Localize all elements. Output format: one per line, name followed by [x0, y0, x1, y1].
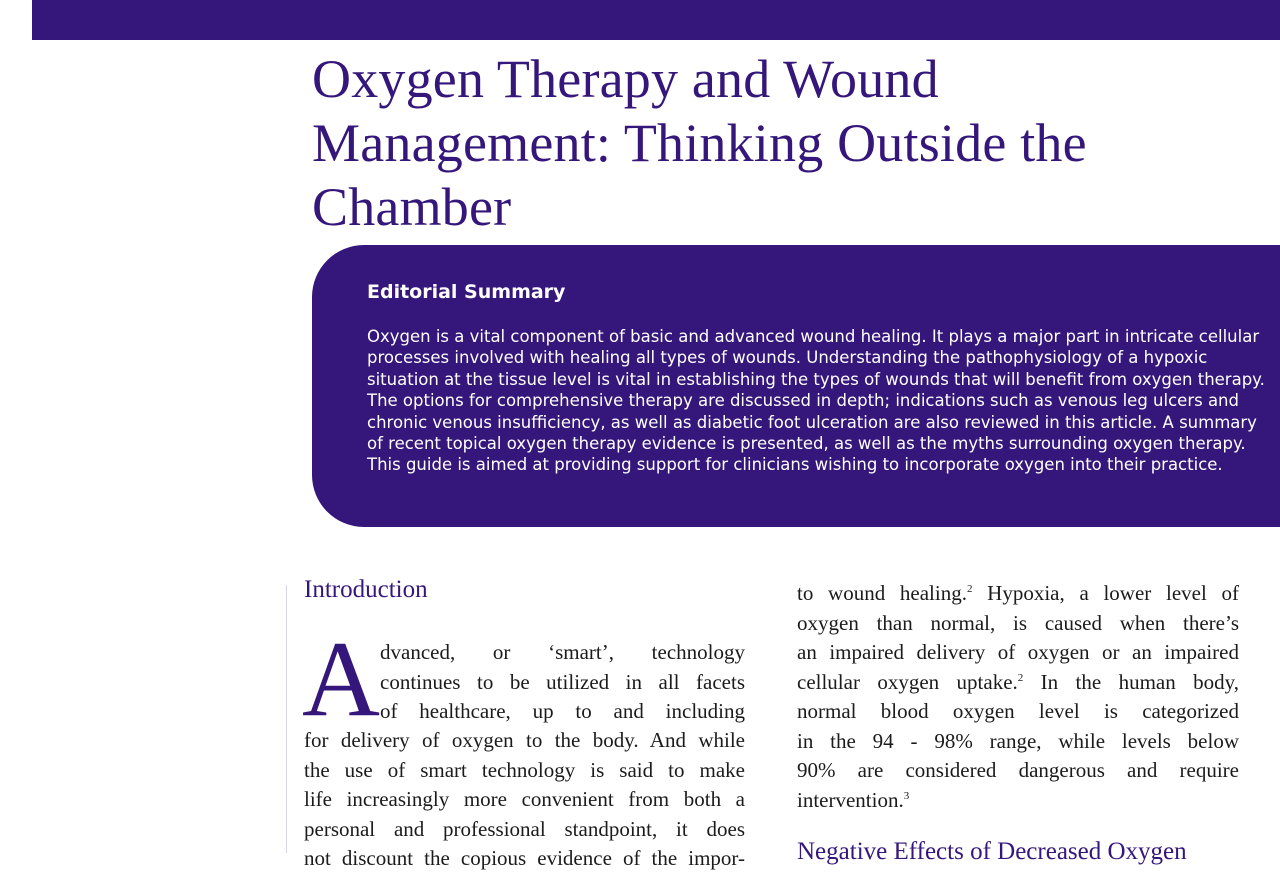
- summary-line: The options for comprehensive therapy are discussed in depth; indications such as venous leg ulcers and: [367, 391, 1239, 411]
- citation-superscript: 2: [1017, 671, 1024, 684]
- drop-cap: A: [302, 620, 380, 739]
- body-line: dvanced, or ‘smart’, technology: [380, 640, 745, 664]
- body-line: life increasingly more convenient from both a: [304, 787, 745, 811]
- body-line: of healthcare, up to and including: [380, 699, 745, 723]
- article-title-line: Oxygen Therapy and Wound: [312, 49, 939, 109]
- article-title: [312, 47, 1252, 239]
- body-line: continues to be utilized in all facets: [380, 669, 745, 694]
- editorial-summary-heading: Editorial Summary: [367, 281, 566, 303]
- summary-line: processes involved with healing all types of wounds. Understanding the pathophysiology of a hypoxic: [367, 348, 1208, 368]
- introduction-paragraph: [304, 726, 745, 874]
- column-divider: [286, 585, 287, 853]
- body-line: oxygen than normal, is caused when there’s: [797, 610, 1239, 635]
- citation-superscript: 2: [966, 583, 973, 595]
- article-title-line: Management: Thinking Outside the: [312, 113, 1087, 173]
- body-line: [797, 786, 1239, 816]
- editorial-summary-box: [312, 245, 1280, 527]
- body-line: personal and professional standpoint, it does: [304, 816, 745, 841]
- body-line: [797, 668, 1239, 698]
- introduction-paragraph-start: [380, 638, 745, 727]
- summary-line: Oxygen is a vital component of basic and advanced wound healing. It plays a major part in intricate cellular: [367, 327, 1260, 346]
- body-line: normal blood oxygen level is categorized: [797, 699, 1239, 723]
- body-line: the use of smart technology is said to make: [304, 757, 745, 782]
- line-text: to wound healing.: [797, 581, 967, 605]
- header-band: [32, 0, 1280, 40]
- article-title-line: Chamber: [312, 177, 512, 237]
- body-line: 90% are considered dangerous and require: [797, 758, 1239, 782]
- line-text: Hypoxia, a lower level of: [972, 581, 1239, 605]
- editorial-summary-text: [367, 326, 1267, 476]
- introduction-heading: Introduction: [304, 576, 428, 603]
- summary-line: situation at the tissue level is vital in establishing the types of wounds that will benefit from oxygen therapy.: [367, 369, 1265, 389]
- line-text: In the human body,: [1023, 669, 1239, 694]
- citation-superscript: 3: [903, 789, 910, 802]
- line-text: cellular oxygen uptake.: [797, 669, 1018, 694]
- summary-line: of recent topical oxygen therapy evidence is presented, as well as the myths surrounding oxygen therapy.: [367, 434, 1246, 454]
- summary-line: This guide is aimed at providing support for clinicians wishing to incorporate oxygen into their practice.: [367, 455, 1223, 475]
- next-section-heading: Negative Effects of Decreased Oxygen: [797, 838, 1187, 865]
- line-text: intervention.: [797, 787, 904, 812]
- body-line: not discount the copious evidence of the impor-: [304, 846, 745, 870]
- summary-line: chronic venous insufficiency, as well as diabetic foot ulceration are also reviewed in this article. A summary: [367, 412, 1257, 432]
- right-column-paragraph: [797, 579, 1239, 815]
- body-line: in the 94 - 98% range, while levels below: [797, 728, 1239, 753]
- body-line: for delivery of oxygen to the body. And while: [304, 728, 745, 752]
- body-line: [797, 579, 1239, 609]
- body-line: an impaired delivery of oxygen or an impaired: [797, 640, 1239, 664]
